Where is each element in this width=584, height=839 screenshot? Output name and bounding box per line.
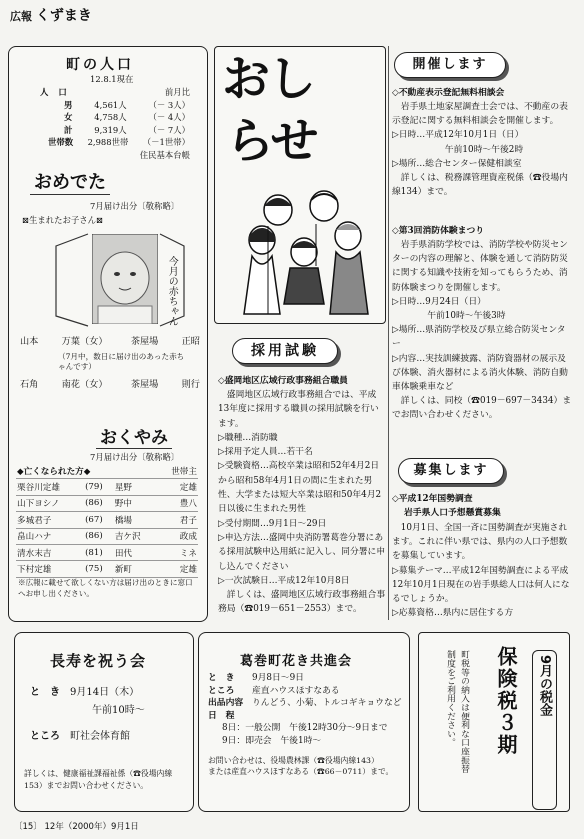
- oshirase-title-line1: おし: [222, 51, 315, 107]
- deaths-col2: 世帯主: [156, 463, 198, 479]
- birth-father: 正昭: [181, 336, 200, 347]
- birth-area: 茶屋場: [130, 379, 159, 390]
- oshirase-title-line2: らせ: [226, 113, 317, 169]
- events-item2-heading: ◇第3回消防体験まつり: [392, 226, 485, 236]
- recruit-paragraph: ▷一次試験日…平成12年10月8日: [218, 575, 350, 586]
- tax-month: 9月の税金: [532, 650, 557, 810]
- population-row-label: 女: [64, 112, 73, 123]
- events-paragraph: 午前10時～午後2時: [444, 144, 524, 155]
- masthead-title: くずまき: [35, 8, 92, 24]
- census-heading1: ◇平成12年国勢調査: [392, 494, 473, 504]
- deaths-period: 7月届け出分〔敬称略〕: [90, 452, 180, 462]
- diamond-icon: ◆: [83, 466, 91, 477]
- photo-frame-left: [52, 232, 92, 328]
- longevity-time: 午前10時～: [92, 705, 145, 716]
- birth-parent: 石角: [20, 379, 39, 390]
- population-as-of: 12.8.1現在: [90, 74, 134, 84]
- death-age: (75): [84, 561, 114, 577]
- table-row: [16, 512, 198, 528]
- births-period: 7月届け出分〔敬称略〕: [90, 201, 180, 211]
- flower-schedule1: 8日：一般公開 午後12時30分～9日まで: [222, 723, 388, 733]
- recruit-paragraph: ▷受験資格…高校卒業は昭和52年4月2日から昭和58年4月1日の間に生まれた男性、大学または短大卒業は昭和50年4月2日以後に生まれた男性: [218, 461, 382, 515]
- flower-note1: お問い合わせは、役場農林課（☎役場内線143）: [208, 756, 379, 765]
- population-row-change: （－ 7人）: [148, 124, 190, 135]
- population-header-label: 人口: [40, 87, 77, 97]
- births-subtitle: 生まれたお子さん: [29, 215, 97, 225]
- recruit-paragraph: 盛岡地区広域行政事務組合では、平成13年度に採用する職員の採用試験を行います。: [218, 390, 379, 429]
- census-heading2: 岩手県人口予想懸賞募集: [404, 508, 501, 518]
- death-area: 野中: [114, 495, 156, 511]
- recruit-paragraph: ▷職種…消防職: [218, 432, 278, 443]
- flower-note2: または産直ハウスほすなある（☎66－0711）まで。: [208, 767, 394, 776]
- events-title: 開催します: [394, 52, 506, 78]
- death-head: 豊八: [156, 495, 198, 511]
- deaths-table: [16, 463, 198, 578]
- census-paragraph: ▷応募資格…県内に居住する方: [392, 608, 514, 619]
- events-paragraph: ▷場所…総合センター保健相談室: [392, 158, 522, 169]
- recruit-body: [218, 388, 386, 617]
- death-name: 山下ヨシノ: [16, 495, 84, 511]
- population-row-change: （－ 3人）: [148, 99, 190, 110]
- recruit-title: 採用試験: [232, 338, 338, 364]
- table-row: [16, 561, 198, 577]
- population-row-change: （－1世帯）: [142, 137, 190, 148]
- flower-title: 葛巻町花き共進会: [240, 654, 353, 669]
- events-item1-heading: ◇不動産表示登記無料相談会: [392, 88, 505, 98]
- tax-line1: 町税等の納入は便利な口座振替: [459, 650, 469, 774]
- births-title: おめでた: [30, 168, 110, 195]
- flower-when-label: と き: [208, 673, 235, 683]
- death-age: (67): [84, 512, 114, 528]
- death-age: (81): [84, 544, 114, 560]
- table-row: [16, 528, 198, 544]
- diamond-icon: ◆: [17, 466, 24, 477]
- birth-father: 則行: [181, 379, 200, 390]
- flower-items: りんどう、小菊、トルコギキョウなど: [252, 698, 402, 708]
- events-paragraph: 詳しくは、同校（☎019－697－3434）までお問い合わせください。: [392, 396, 572, 421]
- deaths-note: ※広報に載せて欲しくない方は届け出のときに窓口へお申し出ください。: [18, 578, 193, 598]
- table-row: [16, 495, 198, 511]
- death-area: 星野: [114, 479, 156, 495]
- death-head: 定雄: [156, 479, 198, 495]
- events-paragraph: 岩手県土地家屋調査士会では、不動産の表示登記に関する無料相談会を開催します。: [392, 102, 568, 127]
- events-item1-body: [392, 100, 572, 199]
- recruit-paragraph: ▷申込方法…盛岡中央消防署葛巻分署にある採用試験申込用紙に記入し、同分署に申し込んでください: [218, 532, 386, 572]
- death-name: 下村定雄: [16, 561, 84, 577]
- flower-items-label: 出品内容: [208, 698, 244, 708]
- birth-child: 万葉（女）: [61, 336, 108, 347]
- death-age: (86): [84, 495, 114, 511]
- births-note: （7月中，数日に届け出のあった赤ちゃんです）: [58, 352, 185, 371]
- population-row-label: 世帯数: [48, 137, 74, 148]
- events-paragraph: ▷日時…9月24日（日）: [392, 296, 486, 307]
- population-source: 住民基本台帳: [139, 149, 190, 160]
- census-paragraph: ▷募集テーマ…平成12年国勢調査による平成12年10月1日現在の岩手県総人口は何人になるでしょうか。: [392, 565, 570, 605]
- death-head: 定雄: [156, 561, 198, 577]
- deaths-col1: 亡くなられた方: [23, 466, 84, 477]
- recruit-paragraph: ▷採用予定人員…若干名: [218, 447, 313, 458]
- table-row: [16, 479, 198, 495]
- longevity-note: 詳しくは、健康福祉課福祉係（☎役場内線153）までお問い合わせください。: [24, 769, 173, 790]
- events-paragraph: ▷場所…県消防学校及び県立総合防災センター: [392, 325, 566, 350]
- population-row: [40, 136, 190, 149]
- population-row: [40, 99, 190, 112]
- population-row-change: （－ 4人）: [148, 112, 190, 123]
- events-paragraph: 岩手県消防学校では、消防学校や防災センターの内容の理解と、体験を通して消防防災に関する知識や技術を知ってもらうため、消防体験まつりを開催します。: [392, 240, 568, 293]
- birth-child: 南花（女）: [61, 379, 108, 390]
- death-name: 清水末吉: [16, 544, 84, 560]
- page-footer: 〔15〕 12年（2000年）9月1日: [14, 822, 139, 832]
- population-header-compare: 前月比: [164, 87, 190, 97]
- death-head: 君子: [156, 512, 198, 528]
- table-row: [16, 544, 198, 560]
- longevity-when-label: と き: [30, 687, 60, 698]
- longevity-title: 長寿を祝う会: [50, 652, 147, 670]
- flower-schedule-label: 日 程: [208, 710, 235, 721]
- deaths-title: おくやみ: [96, 423, 172, 449]
- events-paragraph: 詳しくは、税務課管理資産税係（☎役場内線134）まで。: [392, 173, 568, 198]
- birth-parent: 山本: [20, 336, 39, 347]
- flower-where: 産直ハウスほすなある: [252, 685, 340, 696]
- census-title: 募集します: [398, 458, 504, 484]
- events-paragraph: ▷日時…平成12年10月1日（日）: [392, 130, 524, 141]
- masthead-prefix: 広報: [10, 10, 32, 23]
- census-paragraph: 10月1日、全国一斉に国勢調査が実施されます。これに伴い県では、県内の人口予想数を募集しています。: [392, 523, 568, 562]
- population-row: [40, 124, 190, 137]
- birth-area: 茶屋場: [130, 336, 159, 347]
- population-row-value: 9,319人: [94, 124, 127, 135]
- population-row-label: 男: [64, 99, 73, 110]
- death-area: 新町: [114, 561, 156, 577]
- longevity-where: 町社会体育館: [70, 731, 130, 742]
- population-title: 町の人口: [66, 57, 134, 73]
- death-head: ミネ: [156, 544, 198, 560]
- death-area: 吉ケ沢: [114, 528, 156, 544]
- death-age: (79): [84, 479, 114, 495]
- birth-entry: [20, 378, 200, 392]
- census-body: [392, 521, 572, 620]
- population-row-label: 計: [64, 124, 73, 135]
- recruit-paragraph: ▷受付期間…9月1日～29日: [218, 518, 327, 529]
- death-name: 畠山ハナ: [16, 528, 84, 544]
- death-head: 政成: [156, 528, 198, 544]
- births-subtitle-wrap: [22, 214, 103, 227]
- events-item2-body: [392, 238, 572, 423]
- death-age: (86): [84, 528, 114, 544]
- square-icon: ⊠: [22, 215, 30, 225]
- longevity-when: 9月14日（木）: [70, 687, 140, 698]
- longevity-where-label: ところ: [30, 731, 60, 742]
- death-name: 栗谷川定雄: [16, 479, 84, 495]
- deaths-header-row: [16, 463, 198, 479]
- death-area: 橋場: [114, 512, 156, 528]
- population-table: [40, 86, 190, 162]
- events-paragraph: 午前10時～午後3時: [427, 311, 506, 322]
- recruit-heading: ◇盛岡地区広域行政事務組合職員: [218, 376, 348, 386]
- column-divider: [388, 46, 389, 620]
- death-name: 多城君子: [16, 512, 84, 528]
- family-illustration: [238, 186, 376, 316]
- recruit-paragraph: 詳しくは、盛岡地区広域行政事務組合事務局（☎019－651－2553）まで。: [218, 590, 386, 615]
- population-row-value: 4,561人: [94, 99, 127, 110]
- tax-name: 保険税３期: [494, 646, 518, 756]
- photo-caption: 今月の赤ちゃん: [166, 256, 178, 326]
- deaths-table-wrap: [16, 463, 198, 578]
- longevity-details: [30, 684, 186, 746]
- flower-schedule2: 9日：即売会 午後1時～: [222, 735, 322, 746]
- tax-line2: 制度をご利用ください。: [445, 650, 455, 747]
- birth-entry: [20, 335, 200, 349]
- population-row: [40, 111, 190, 124]
- population-row-value: 4,758人: [94, 112, 127, 123]
- masthead: [10, 5, 92, 25]
- population-row-value: 2,988世帯: [87, 137, 129, 148]
- square-icon: ⊠: [96, 215, 104, 225]
- flower-details: [208, 672, 404, 777]
- flower-when: 9月8日～9日: [252, 673, 304, 683]
- events-paragraph: ▷内容…実技訓練披露、消防資器材の展示及び体験、消火器材による消火体験、消防自動車体験乗車など: [392, 353, 568, 393]
- flower-where-label: ところ: [208, 685, 235, 696]
- baby-photo: [92, 234, 158, 324]
- death-area: 田代: [114, 544, 156, 560]
